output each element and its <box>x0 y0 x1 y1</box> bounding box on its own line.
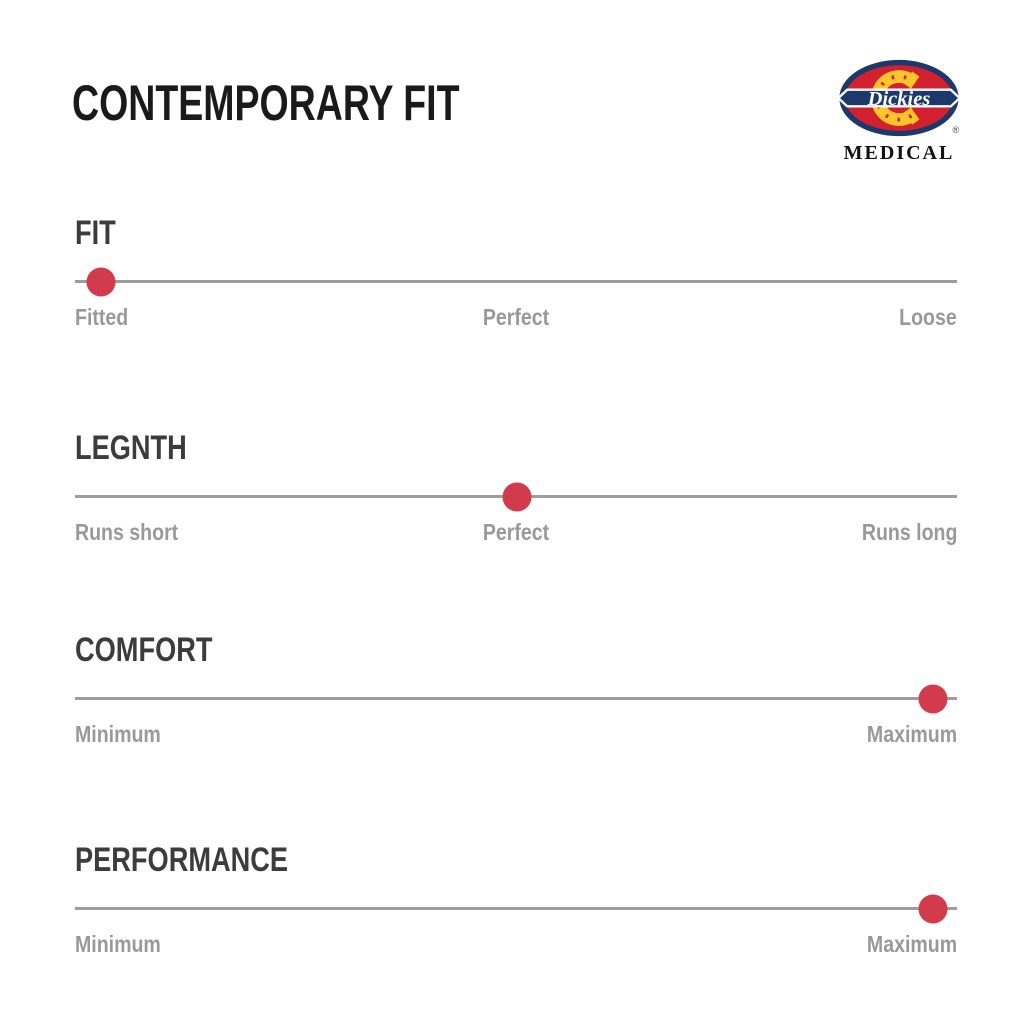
brand-sub-label: MEDICAL <box>843 142 955 164</box>
scale-label-center: Perfect <box>482 519 550 545</box>
slider-heading: PERFORMANCE <box>75 841 289 879</box>
slider-section-length <box>75 431 957 556</box>
slider-dot <box>502 482 531 511</box>
slider-section-comfort <box>75 633 957 758</box>
brand-logo <box>833 56 965 164</box>
slider-dot <box>919 894 948 923</box>
slider-section-fit <box>75 216 957 341</box>
slider-scale-labels <box>75 304 957 334</box>
scale-label-left: Runs short <box>75 519 179 545</box>
slider-track <box>75 907 957 910</box>
scale-label-right: Maximum <box>866 931 957 957</box>
scale-label-left: Minimum <box>75 721 161 747</box>
slider-track <box>75 495 957 498</box>
slider-heading: COMFORT <box>75 631 213 669</box>
dickies-logo-icon <box>833 56 965 144</box>
scale-label-left: Fitted <box>75 304 129 330</box>
slider-dot <box>919 684 948 713</box>
registered-mark: ® <box>952 125 959 136</box>
page-title: CONTEMPORARY FIT <box>72 75 460 131</box>
scale-label-left: Minimum <box>75 931 161 957</box>
slider-heading: FIT <box>75 214 116 252</box>
scale-label-center: Perfect <box>482 304 550 330</box>
slider-section-performance <box>75 843 957 968</box>
slider-dot <box>86 267 115 296</box>
scale-label-right: Runs long <box>861 519 957 545</box>
slider-heading: LEGNTH <box>75 429 187 467</box>
brand-name-text: Dickies <box>867 87 931 110</box>
slider-scale-labels <box>75 721 957 751</box>
slider-track <box>75 280 957 283</box>
scale-label-right: Loose <box>899 304 957 330</box>
slider-scale-labels <box>75 519 957 549</box>
slider-scale-labels <box>75 931 957 961</box>
scale-label-right: Maximum <box>866 721 957 747</box>
slider-track <box>75 697 957 700</box>
